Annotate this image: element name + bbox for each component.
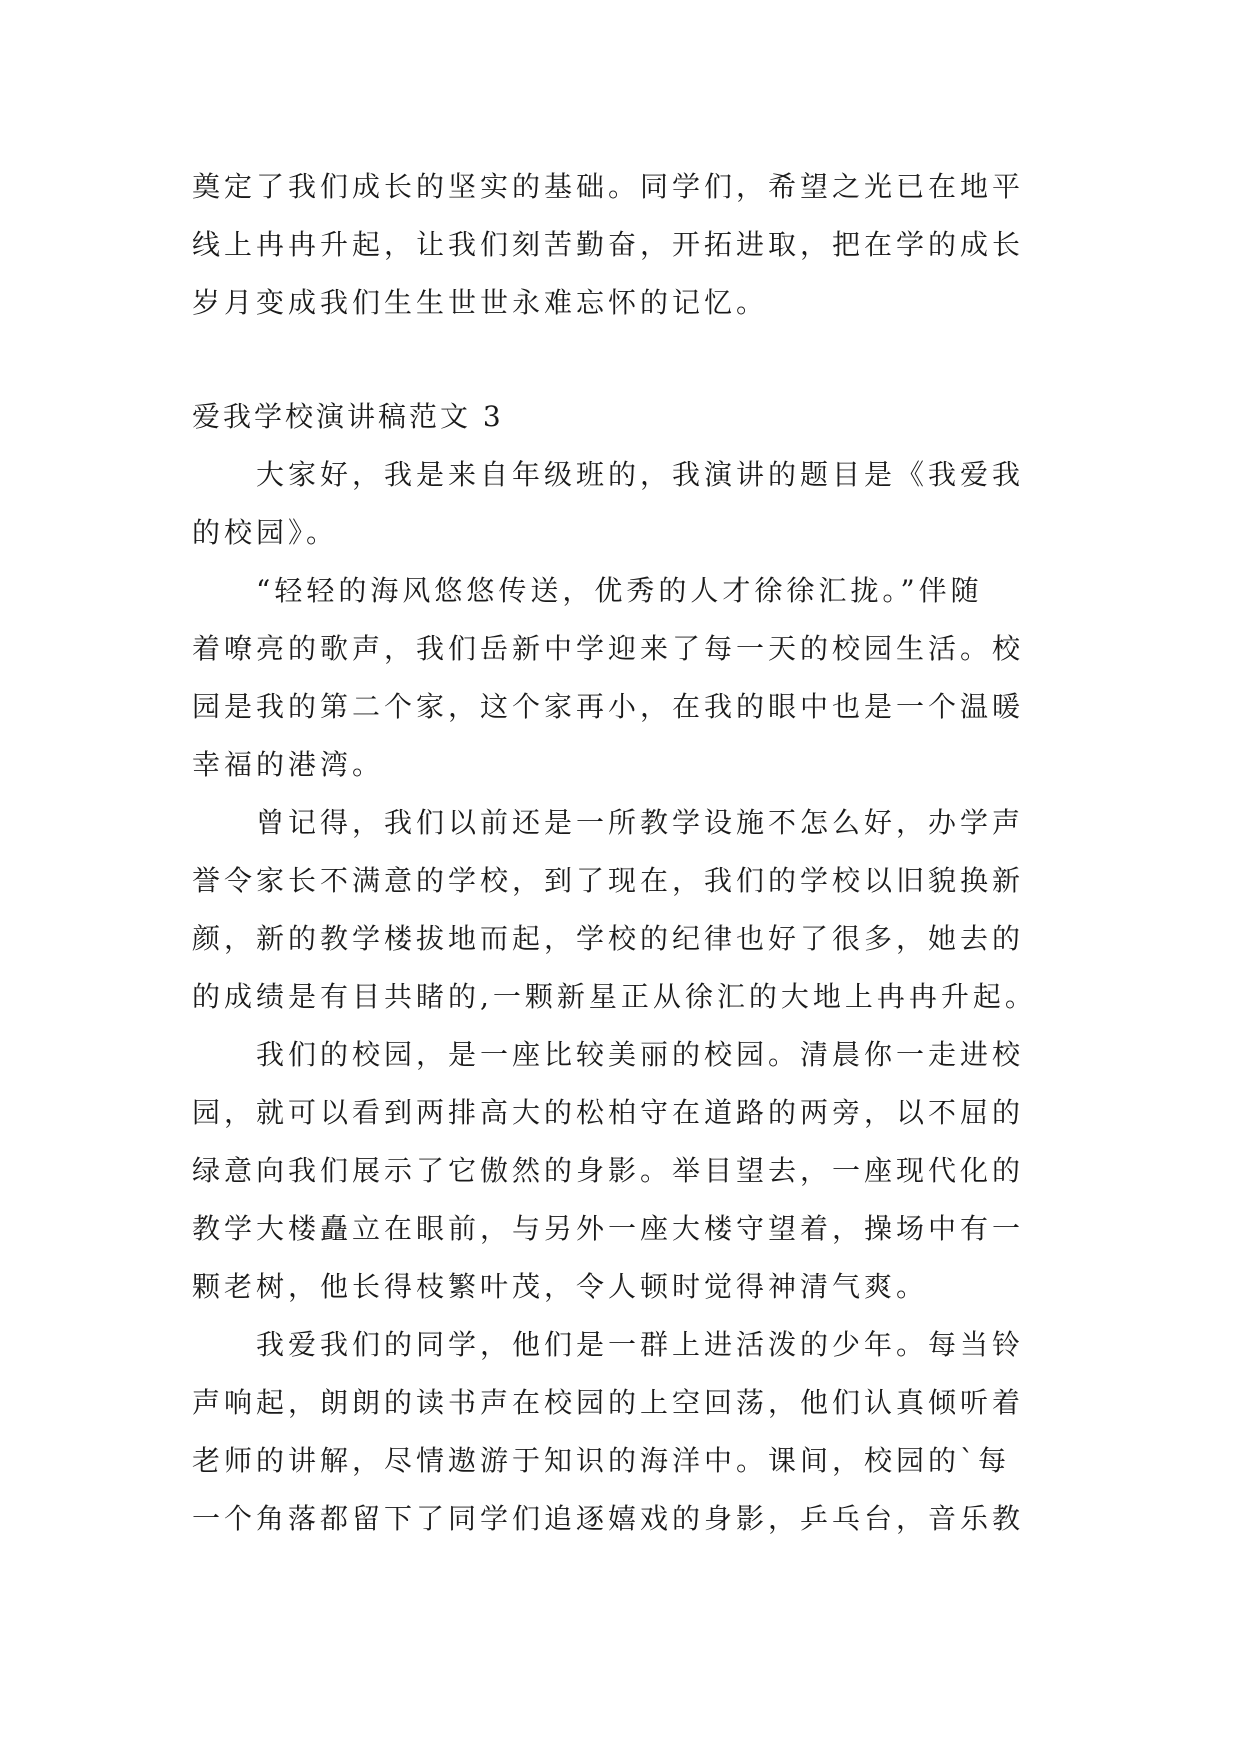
- text-line: 奠定了我们成长的坚实的基础。同学们，希望之光已在地平: [192, 170, 1025, 203]
- text-line: 曾记得，我们以前还是一所教学设施不怎么好，办学声: [192, 806, 1025, 839]
- paragraph-classmates: [192, 1316, 1052, 1548]
- text-line: 教学大楼矗立在眼前，与另外一座大楼守望着，操场中有一: [192, 1212, 1025, 1245]
- document-body: [192, 158, 1052, 1548]
- text-line: 大家好，我是来自年级班的，我演讲的题目是《我爱我: [192, 458, 1025, 491]
- intro-paragraph: [192, 158, 1052, 332]
- text-line: 园是我的第二个家，这个家再小，在我的眼中也是一个温暖: [192, 690, 1025, 723]
- text-line: 老师的讲解，尽情遨游于知识的海洋中。课间，校园的`每: [192, 1444, 1011, 1477]
- text-line: 声响起，朗朗的读书声在校园的上空回荡，他们认真倾听着: [192, 1386, 1025, 1419]
- text-line: 的成绩是有目共睹的,一颗新星正从徐汇的大地上冉冉升起。: [192, 980, 1037, 1013]
- text-line: 我们的校园，是一座比较美丽的校园。清晨你一走进校: [192, 1038, 1025, 1071]
- text-line: 颜，新的教学楼拔地而起，学校的纪律也好了很多，她去的: [192, 922, 1025, 955]
- paragraph-greeting: [192, 446, 1052, 562]
- text-line: 着嘹亮的歌声，我们岳新中学迎来了每一天的校园生活。校: [192, 632, 1025, 665]
- text-line: 誉令家长不满意的学校，到了现在，我们的学校以旧貌换新: [192, 864, 1025, 897]
- paragraph-campus: [192, 1026, 1052, 1316]
- section-spacer: [192, 332, 1052, 388]
- text-line: 绿意向我们展示了它傲然的身影。举目望去，一座现代化的: [192, 1154, 1025, 1187]
- text-line: 岁月变成我们生生世世永难忘怀的记忆。: [192, 286, 769, 319]
- text-line: 幸福的港湾。: [192, 748, 385, 781]
- text-line: 一个角落都留下了同学们追逐嬉戏的身影，乒乓台，音乐教: [192, 1502, 1025, 1535]
- text-line: 园，就可以看到两排高大的松柏守在道路的两旁，以不屈的: [192, 1096, 1025, 1129]
- text-line: 线上冉冉升起，让我们刻苦勤奋，开拓进取，把在学的成长: [192, 228, 1025, 261]
- paragraph-history: [192, 794, 1052, 1026]
- paragraph-song: [192, 562, 1052, 794]
- text-line: 颗老树，他长得枝繁叶茂，令人顿时觉得神清气爽。: [192, 1270, 929, 1303]
- text-line: 我爱我们的同学，他们是一群上进活泼的少年。每当铃: [192, 1328, 1025, 1361]
- text-line: “轻轻的海风悠悠传送，优秀的人才徐徐汇拢。”伴随: [192, 574, 983, 607]
- text-line: 的校园》。: [192, 516, 339, 549]
- section-title: 爱我学校演讲稿范文 3: [192, 400, 504, 433]
